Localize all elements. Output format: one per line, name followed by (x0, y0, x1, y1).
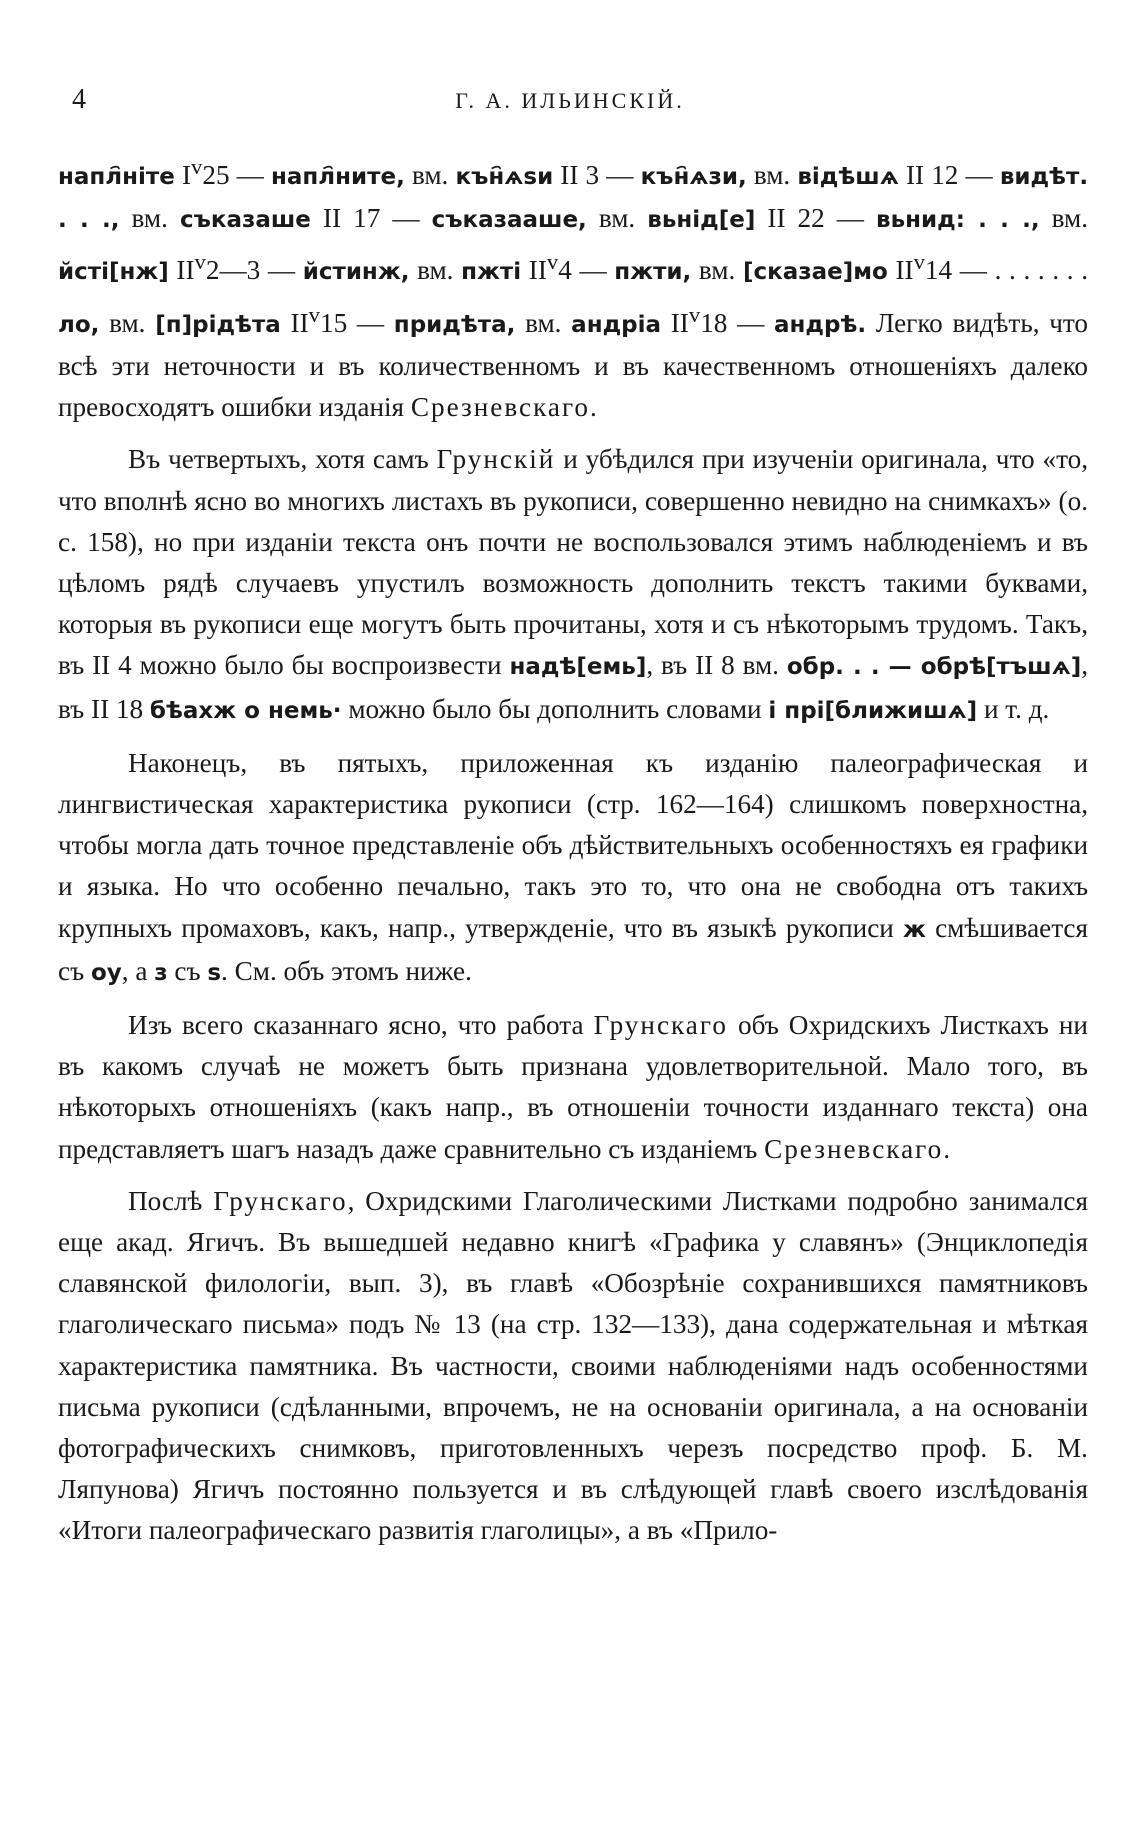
text-run: Послѣ (128, 1185, 214, 1216)
church-slavonic-text: кън҄ѧѕи (455, 164, 554, 191)
superscript: v (191, 154, 203, 179)
church-slavonic-text: вьнид: . . ., (876, 207, 1040, 234)
church-slavonic-text: обр. . . — обрѣ[тъшѧ] (786, 654, 1082, 681)
text-run: , Охридскими Глаголическими Листками подробно занимался еще акад. (58, 1185, 1088, 1258)
church-slavonic-text: съказаше (179, 207, 311, 234)
superscript: v (308, 301, 320, 327)
page-header (60, 82, 1080, 118)
text-run: 2—3 — (205, 255, 303, 286)
text-run: 15 — (319, 307, 394, 338)
text-run: . (943, 1133, 951, 1164)
church-slavonic-text: съказааше, (431, 207, 587, 234)
superscript: v (913, 249, 925, 275)
text-run: съ (167, 955, 208, 986)
spaced-name: Грунскаго (213, 1185, 348, 1216)
text-run: вм. (746, 160, 798, 191)
text-run: и т. д. (977, 693, 1050, 724)
text-run: II (887, 255, 914, 286)
text-run: вм. (404, 160, 456, 191)
author-name: Ягичъ (192, 1474, 265, 1505)
running-title: Г. А. ИЛЬИНСКІЙ. (455, 88, 685, 113)
author-name: Б. М. Ляпунова (58, 1433, 1088, 1505)
spaced-name: Грунскаго (593, 1010, 728, 1041)
paragraph-4 (58, 1005, 1088, 1170)
text-run: ) (169, 1474, 193, 1505)
church-slavonic-text: андріа (571, 311, 662, 338)
church-slavonic-text: йсті[нж] (58, 259, 169, 286)
text-run: и убѣдился при изученіи оригинала, что «то, что вполнѣ ясно во многихъ листахъ въ рукописи, совершенно невидно на снимкахъ» (о. с. 158), но при изданіи текста онъ почти не воспользовался этимъ наблюденіемъ и въ цѣломъ рядѣ случаевъ упустилъ возможность дополнить текстъ такими буквами, которыя въ рукописи еще могутъ быть прочитаны, хотя и съ нѣкоторымъ трудомъ. Такъ, въ II 4 можно было бы воспроизвести (58, 444, 1088, 681)
text-run: 4 — (558, 255, 615, 286)
church-slavonic-text: ж (903, 916, 926, 943)
text-run: II (661, 307, 689, 338)
paragraph-2 (58, 439, 1088, 731)
church-slavonic-text: видѣт. . . ., (58, 164, 1089, 234)
text-run: Легко видѣть, что всѣ эти неточности и въ количественномъ и въ качественномъ отношеніяхъ далеко превосходятъ ошибки изданія (58, 307, 1089, 423)
text-run: Наконецъ, въ пятыхъ, приложенная къ изданію палеографическая и лингвистическая характеристика рукописи (стр. 162—164) слишкомъ поверхностна, чтобы могла дать точное представленіе объ дѣйствительныхъ особенностяхъ ея графики и языка. Но что особенно печально, такъ это то, что она не свободна отъ такихъ крупныхъ промаховъ, какъ, напр., утвержденіе, что въ языкѣ рукописи (58, 747, 1088, 943)
church-slavonic-text: ло, (58, 311, 100, 338)
author-name: Ягичъ (186, 1227, 259, 1258)
superscript: v (546, 249, 559, 275)
text-run: 18 — (700, 307, 774, 338)
church-slavonic-text: з (154, 959, 168, 986)
church-slavonic-text: придѣта, (393, 311, 516, 338)
church-slavonic-text: пжті (461, 259, 522, 286)
church-slavonic-text: ѕ (207, 959, 222, 986)
spaced-name: Срезневскаго (410, 392, 591, 423)
text-run: I (174, 160, 192, 191)
text-run: . Въ вышедшей недавно книгѣ «Графика у славянъ» (Энциклопедія славянской филологіи, вып. 3), въ главѣ «Обозрѣніе сохранившихся памятниковъ глаголическаго письма» подъ № 13 (на стр. 132—133), дана содержательная и мѣткая характеристика памятника. Въ частности, своими наблюденіями надъ особенностями письма рукописи (сдѣланными, впрочемъ, не на основаніи оригинала, а на основаніи фотографическихъ снимковъ, приготовленныхъ черезъ посредство проф. (58, 1227, 1088, 1464)
church-slavonic-text: андрѣ. (774, 311, 867, 338)
text-run: II (521, 255, 547, 286)
church-slavonic-text: і прі[ближишѧ] (768, 697, 978, 724)
text-run: II 17 — (310, 203, 432, 234)
superscript: v (688, 301, 701, 327)
text-run: II (168, 255, 195, 286)
text-run: II 3 — (553, 160, 641, 191)
paragraph-3 (58, 743, 1088, 994)
text-run: вм. (586, 203, 648, 234)
text-run: можно было бы дополнить словами (341, 693, 769, 724)
text-run: 14 — . . . . . . . (924, 255, 1089, 286)
text-run: II 12 — (898, 160, 1000, 191)
church-slavonic-text: йстинж, (302, 259, 410, 286)
church-slavonic-text: відѣшѧ (797, 164, 899, 191)
text-run: постоянно пользуется и въ слѣдующей главѣ своего изслѣдованія «Итоги палеографическаго развитія глаголицы», а въ «Прило- (58, 1474, 1088, 1546)
church-slavonic-text: [п]рідѣта (155, 311, 281, 338)
church-slavonic-text: вьнід[е] (647, 207, 756, 234)
text-run: объ Охридскихъ Листкахъ ни въ какомъ случаѣ не можетъ быть признана удовлетворительной. Мало того, въ нѣкоторыхъ отношеніяхъ (какъ напр., въ отношеніи точности изданнаго текста) она представляетъ шагъ назадъ даже сравнительно съ изданіемъ (58, 1010, 1088, 1164)
church-slavonic-text: оу (90, 959, 122, 986)
text-run: . См. объ этомъ ниже. (221, 955, 472, 986)
page-number: 4 (72, 84, 86, 115)
church-slavonic-text: напл҄ніте (58, 164, 175, 191)
spaced-name: Срезневскаго (764, 1133, 944, 1164)
text-run: смѣшивается съ (58, 912, 1088, 986)
text-run: вм. (1039, 203, 1089, 234)
text-run: . (590, 392, 597, 423)
church-slavonic-text: напл҄ните, (271, 164, 405, 191)
church-slavonic-text: пжти, (614, 259, 692, 286)
text-run: вм. (409, 255, 462, 286)
text-run: , въ II 8 вм. (646, 650, 787, 681)
church-slavonic-text: бѣахж о немь· (149, 697, 342, 724)
text-run: , а (121, 955, 155, 986)
spaced-name: Грунскій (436, 444, 556, 475)
superscript: v (194, 249, 206, 275)
text-run: вм. (99, 307, 156, 338)
text-run: , въ II 18 (58, 650, 1089, 724)
text-run: II (280, 307, 309, 338)
church-slavonic-text: надѣ[емь] (509, 654, 647, 681)
text-run: II 22 — (755, 203, 877, 234)
text-run: вм. (119, 203, 180, 234)
paragraph-1 (58, 146, 1088, 428)
text-run: вм. (691, 255, 743, 286)
paragraph-5 (58, 1181, 1088, 1552)
text-run: вм. (515, 307, 572, 338)
text-run: Въ четвертыхъ, хотя самъ (128, 444, 437, 475)
body-text (58, 146, 1088, 1552)
church-slavonic-text: [сказае]мо (742, 259, 888, 286)
text-run: Изъ всего сказаннаго ясно, что работа (128, 1010, 594, 1041)
text-run: 25 — (202, 160, 271, 191)
church-slavonic-text: кън҄ѧзи, (640, 164, 747, 191)
